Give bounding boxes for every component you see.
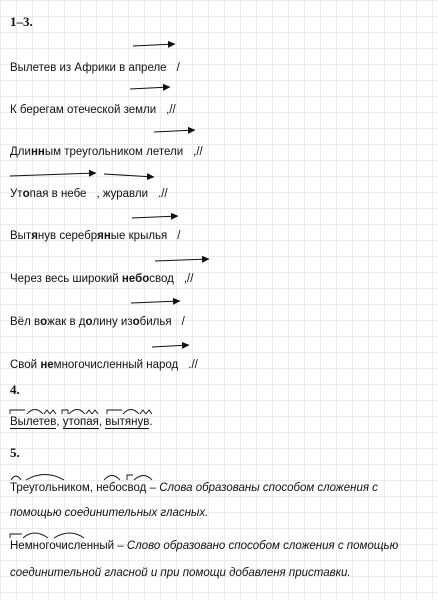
sentence-6-bold: небо (121, 273, 150, 285)
sentence-2-separator: ,// (166, 104, 176, 116)
sentence-5-separator: / (177, 230, 181, 242)
sentence-5-bold: ян (97, 230, 111, 242)
sentence-1-separator: / (176, 62, 180, 74)
task-5-line-3 (10, 540, 398, 552)
explanation-2-end: соединительной гласной и при помощи добавленя приставки. (10, 567, 351, 579)
sentence-7-part: Вёл в (10, 316, 41, 328)
word-nemnogochislenny: Немногочисленный (10, 540, 115, 552)
arrow-3 (154, 130, 195, 132)
sentence-7-bold: о (40, 316, 48, 328)
morpheme-marks-nemnogochislenny (10, 533, 84, 538)
task-1-3-number: 1–3. (10, 14, 33, 29)
arrow-1 (133, 44, 175, 46)
sentence-4-bold: о (22, 188, 30, 200)
sentence-1 (10, 62, 180, 74)
arrow-5 (132, 216, 178, 218)
dash: – (114, 540, 127, 552)
sentence-3-separator: ,// (193, 146, 203, 158)
morpheme-marks-utopaya (62, 410, 98, 415)
sentence-4-separator: .// (158, 188, 168, 200)
sentence-7-bold: о (132, 316, 140, 328)
sentence-8-separator: .// (188, 359, 198, 371)
sentence-5-bold: я (31, 230, 38, 242)
root-arcs-treugolnikom (11, 475, 64, 481)
explanation-1-start: Слова образованы способом сложения с (159, 482, 378, 494)
sentence-5-part: ые крылья (110, 230, 168, 242)
sentence-3 (10, 146, 203, 158)
sentence-8-bold: не (40, 359, 54, 371)
dash: – (146, 482, 160, 494)
sentence-3-bold: нн (30, 146, 45, 158)
task-4-end: . (149, 416, 153, 428)
sentence-6-part: свод (149, 273, 174, 285)
compound-words: Треугольником, небосвод (10, 482, 147, 494)
sentence-6-part: Через весь широкий (10, 273, 122, 285)
explanation-1-end: помощью соединительных гласных. (10, 507, 209, 519)
sentence-3-part: Дли (10, 146, 31, 158)
task-4-words (10, 416, 153, 428)
sentence-4-part: Ут (10, 188, 23, 200)
sentence-3-part: ым треугольником летели (44, 146, 184, 158)
word-utopaya: утопая (62, 416, 99, 428)
word-viletev: Вылетев (10, 416, 57, 428)
explanation-2-start: Слово образовано способом сложения с помощью (126, 540, 399, 552)
arrow-4a (10, 173, 96, 176)
sentence-7 (10, 316, 185, 328)
task-5-number: 5. (10, 445, 20, 460)
sentence-7-part: лину из (92, 316, 133, 328)
root-arcs-nebosvod (104, 475, 152, 480)
arrow-7 (131, 301, 180, 303)
sentence-7-part: билья (139, 316, 172, 328)
task-5-line-1 (10, 482, 378, 494)
sentence-7-bold: о (85, 316, 93, 328)
sentence-4-part: , журавли (96, 188, 149, 200)
arrow-2 (130, 87, 170, 89)
arrow-6 (155, 259, 209, 261)
sentence-4-part: пая в небе (29, 188, 87, 200)
sentence-8-part: Свой (10, 359, 41, 371)
task-4-separator: , (98, 416, 106, 428)
sentence-2-text: К берегам отеческой земли (10, 104, 157, 116)
morpheme-marks-viletev (10, 410, 56, 415)
sentence-4 (10, 188, 168, 200)
sentence-5 (10, 230, 180, 242)
task-4-number: 4. (10, 382, 20, 397)
sentence-8-part: многочисленный народ (53, 359, 179, 371)
morpheme-marks-vityanuv (107, 410, 152, 415)
sentence-2 (10, 104, 176, 116)
sentence-6 (10, 273, 193, 285)
sentence-1-text: Вылетев из Африки в апреле (10, 62, 167, 74)
sentence-5-part: Выт (10, 230, 32, 242)
arrow-8 (152, 345, 189, 347)
word-vityanuv: вытянув (105, 416, 150, 428)
sentence-7-separator: / (181, 316, 185, 328)
arrow-4b (104, 174, 154, 177)
sentence-6-separator: ,// (183, 273, 194, 285)
task-4-separator: , (56, 416, 63, 428)
sentence-7-part: жак в д (47, 316, 86, 328)
sentence-5-part: нув серебр (37, 230, 98, 242)
sentence-8 (10, 359, 198, 371)
